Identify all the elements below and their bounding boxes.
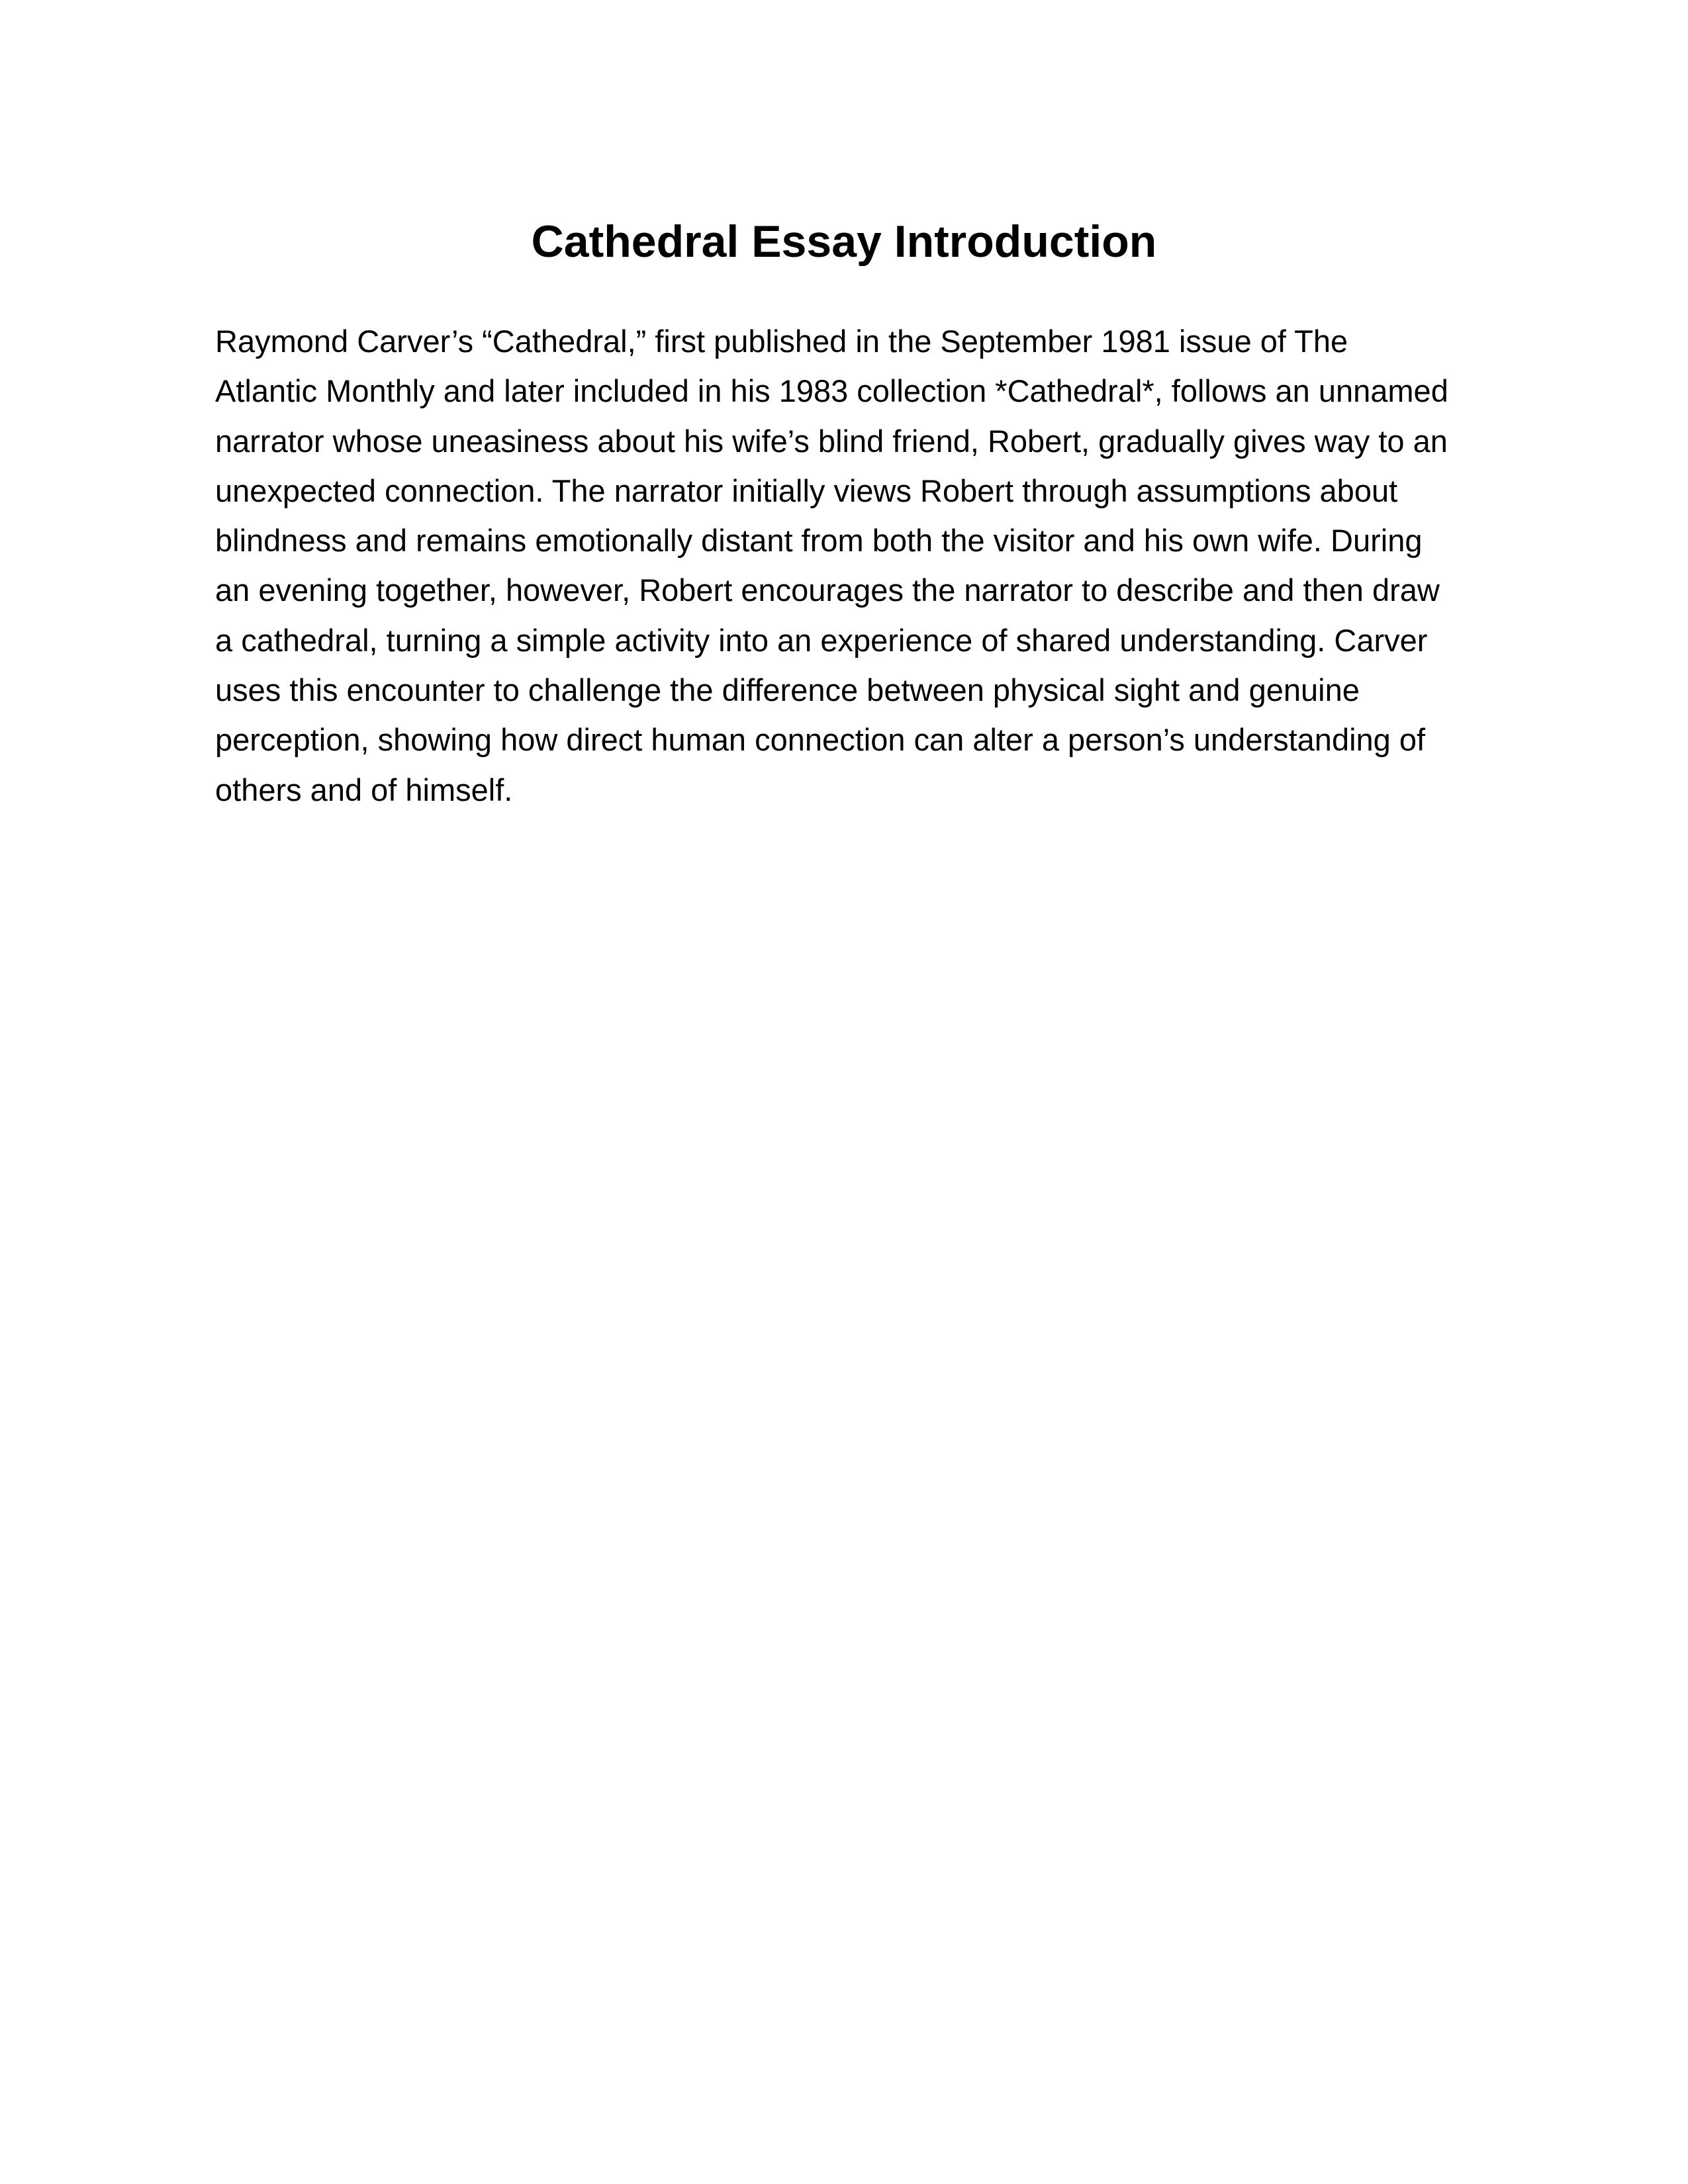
introduction-paragraph	[215, 316, 1486, 815]
paragraph-line: uses this encounter to challenge the difference between physical sight and genuine	[215, 672, 1360, 708]
paragraph-line: others and of himself.	[215, 772, 513, 807]
paragraph-line: narrator whose uneasiness about his wife’s blind friend, Robert, gradually gives way to an	[215, 423, 1448, 459]
paragraph-line: blindness and remains emotionally distant from both the visitor and his own wife. During	[215, 523, 1423, 559]
document-title: Cathedral Essay Introduction	[531, 216, 1157, 267]
paragraph-line: an evening together, however, Robert encourages the narrator to describe and then draw	[215, 572, 1440, 608]
paragraph-line: unexpected connection. The narrator initially views Robert through assumptions about	[215, 473, 1398, 508]
paragraph-line: Atlantic Monthly and later included in his 1983 collection *Cathedral*, follows an unnamed	[215, 373, 1448, 409]
paragraph-line: a cathedral, turning a simple activity into an experience of shared understanding. Carver	[215, 622, 1428, 658]
paragraph-line: perception, showing how direct human connection can alter a person’s understanding of	[215, 722, 1426, 758]
paragraph-line: Raymond Carver’s “Cathedral,” first published in the September 1981 issue of The	[215, 324, 1348, 359]
